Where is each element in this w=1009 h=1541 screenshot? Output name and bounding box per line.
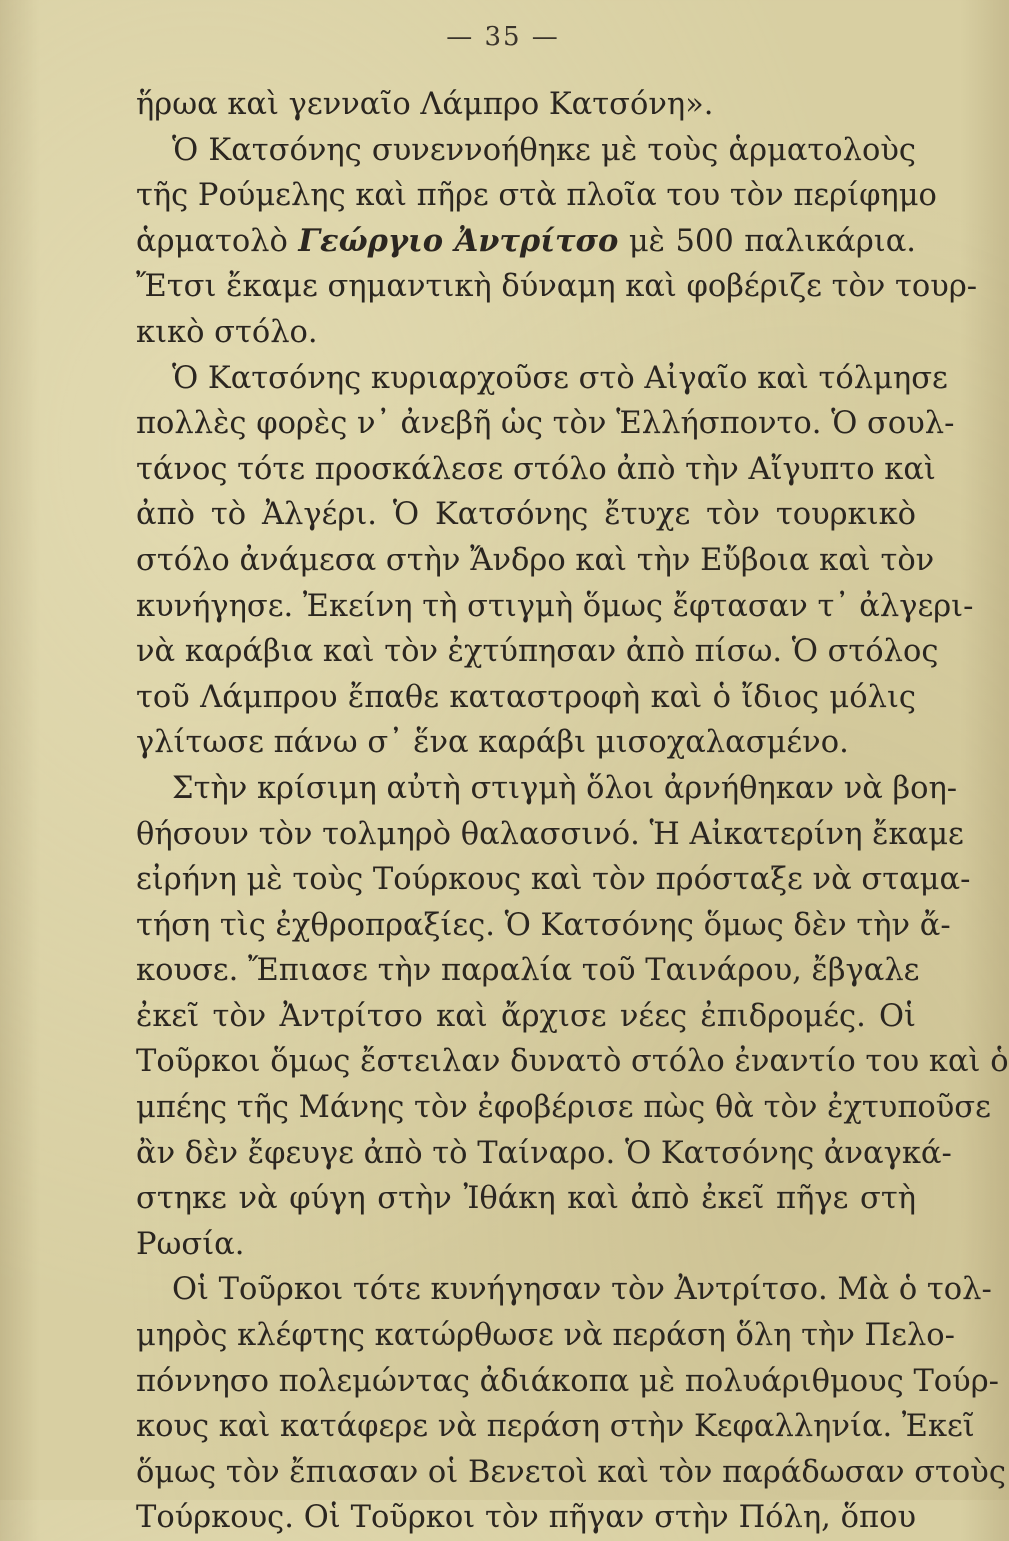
- text-line: πόννησο πολεμώντας ἀδιάκοπα μὲ πολυάριθμους Τούρ-: [136, 1363, 999, 1399]
- text-line: ἥρωα καὶ γενναῖο Λάμπρο Κατσόνη».: [136, 87, 714, 122]
- text-line: Οἱ Τοῦρκοι τότε κυνήγησαν τὸν Ἀντρίτσο. Μὰ ὁ τολ-: [172, 1272, 992, 1308]
- emphasized-name: Γεώργιο Ἀντρίτσο: [298, 222, 619, 259]
- text-segment: ἁρματολὸ: [136, 223, 299, 259]
- text-line: γλίτωσε πάνω σ᾽ ἕνα καράβι μισοχαλασμένο.: [136, 725, 849, 761]
- text-line: Ὁ Κατσόνης κυριαρχοῦσε στὸ Αἰγαῖο καὶ τόλμησε: [172, 360, 948, 396]
- text-line: [136, 219, 916, 265]
- text-line: τάνος τότε προσκάλεσε στόλο ἀπὸ τὴν Αἴγυπτο καὶ: [136, 451, 936, 487]
- text-line: τῆς Ρούμελης καὶ πῆρε στὰ πλοῖα του τὸν περίφημο: [136, 178, 937, 214]
- text-line: Τοῦρκοι ὅμως ἔστειλαν δυνατὸ στόλο ἐναντίο του καὶ ὁ: [136, 1044, 1009, 1080]
- body-text: [136, 82, 1009, 1541]
- text-line: μηρὸς κλέφτης κατώρθωσε νὰ περάση ὅλη τὴν Πελο-: [136, 1318, 955, 1354]
- text-line: Τούρκους. Οἱ Τοῦρκοι τὸν πῆγαν στὴν Πόλη, ὅπου: [136, 1500, 916, 1536]
- text-line: νὰ καράβια καὶ τὸν ἐχτύπησαν ἀπὸ πίσω. Ὁ στόλος: [136, 634, 939, 670]
- text-line: κικὸ στόλο.: [136, 314, 318, 350]
- page-number: — 35 —: [446, 22, 560, 52]
- text-line: κους καὶ κατάφερε νὰ περάση στὴν Κεφαλληνία. Ἐκεῖ: [136, 1409, 975, 1445]
- text-line: Ρωσία.: [136, 1226, 245, 1262]
- text-line: κυνήγησε. Ἐκείνη τὴ στιγμὴ ὅμως ἔφτασαν τ᾽ ἀλγερι-: [136, 588, 974, 624]
- text-line: στόλο ἀνάμεσα στὴν Ἄνδρο καὶ τὴν Εὔβοια καὶ τὸν: [136, 542, 935, 578]
- text-line: τοῦ Λάμπρου ἔπαθε καταστροφὴ καὶ ὁ ἴδιος μόλις: [136, 679, 916, 715]
- text-line: εἰρήνη μὲ τοὺς Τούρκους καὶ τὸν πρόσταξε νὰ σταμα-: [136, 862, 971, 898]
- text-line: Στὴν κρίσιμη αὐτὴ στιγμὴ ὅλοι ἀρνήθηκαν νὰ βοη-: [172, 770, 958, 806]
- text-line: ἂν δὲν ἔφευγε ἀπὸ τὸ Ταίναρο. Ὁ Κατσόνης ἀναγκά-: [136, 1135, 952, 1171]
- text-line: ἐκεῖ τὸν Ἀντρίτσο καὶ ἄρχισε νέες ἐπιδρομές. Οἱ: [136, 998, 916, 1034]
- text-line: ἀπὸ τὸ Ἀλγέρι. Ὁ Κατσόνης ἔτυχε τὸν τουρκικὸ: [136, 497, 916, 533]
- text-line: ὅμως τὸν ἔπιασαν οἱ Βενετοὶ καὶ τὸν παράδωσαν στοὺς: [136, 1454, 1006, 1490]
- text-line: κουσε. Ἔπιασε τὴν παραλία τοῦ Ταινάρου, ἔβγαλε: [136, 953, 920, 989]
- text-segment: μὲ 500 παλικάρια.: [618, 223, 917, 259]
- text-line: πολλὲς φορὲς ν᾽ ἀνεβῆ ὡς τὸν Ἑλλήσποντο. Ὁ σουλ-: [136, 406, 955, 442]
- text-line: Ἔτσι ἔκαμε σημαντικὴ δύναμη καὶ φοβέριζε τὸν τουρ-: [136, 269, 978, 305]
- text-line: τήση τὶς ἐχθροπραξίες. Ὁ Κατσόνης ὅμως δὲν τὴν ἄ-: [136, 907, 951, 943]
- text-line: Ὁ Κατσόνης συνεννοήθηκε μὲ τοὺς ἁρματολοὺς: [172, 132, 916, 168]
- text-line: μπέης τῆς Μάνης τὸν ἐφοβέρισε πὼς θὰ τὸν ἐχτυποῦσε: [136, 1090, 991, 1126]
- text-line: θήσουν τὸν τολμηρὸ θαλασσινό. Ἡ Αἰκατερίνη ἔκαμε: [136, 816, 964, 852]
- text-line: στηκε νὰ φύγη στὴν Ἰθάκη καὶ ἀπὸ ἐκεῖ πῆγε στὴ: [136, 1181, 916, 1217]
